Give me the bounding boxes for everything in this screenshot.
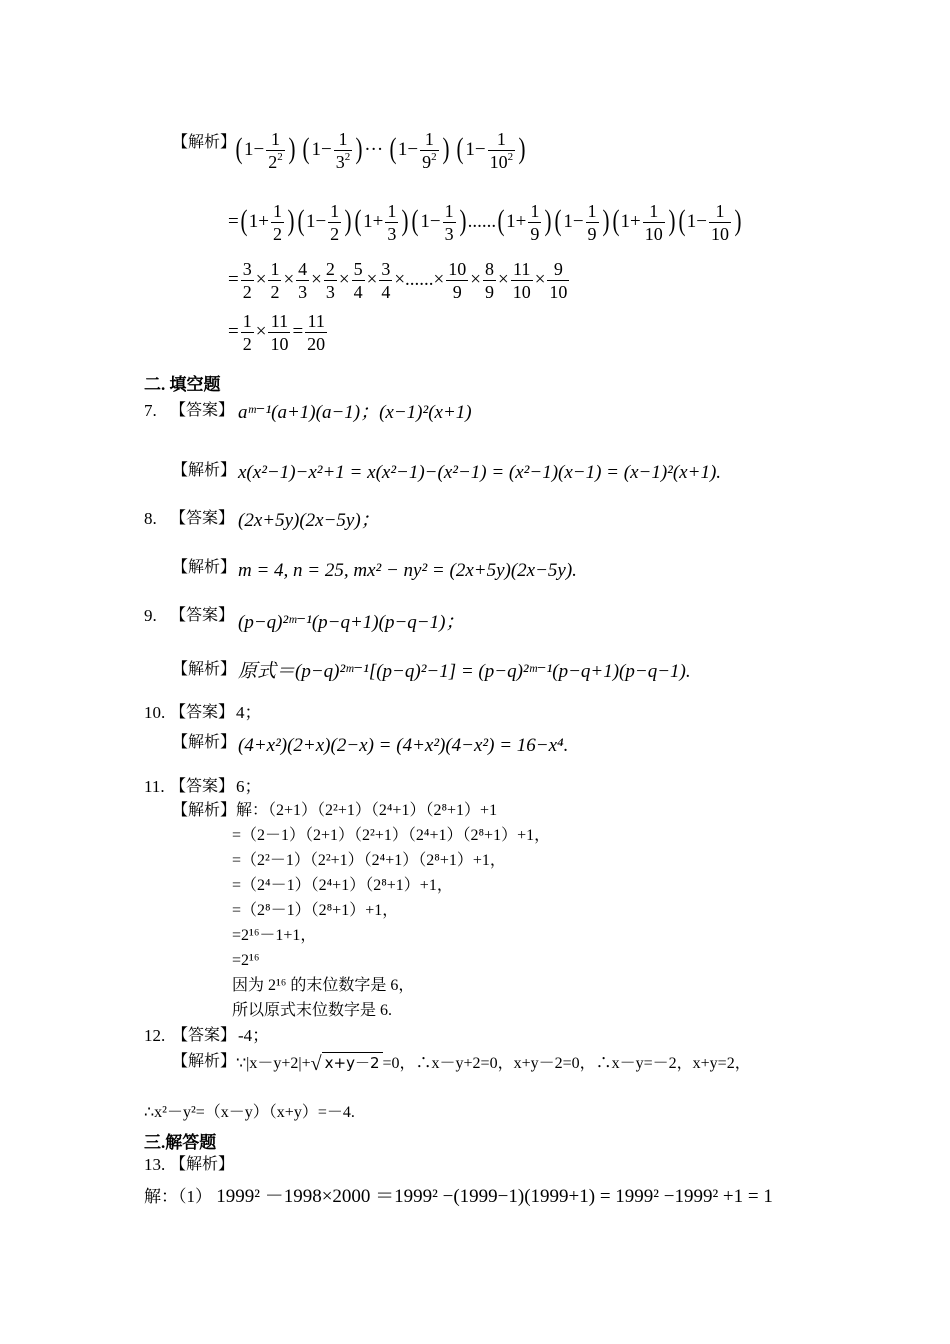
answer-label-q10: 【答案】 xyxy=(170,704,235,721)
q12-number: 12. xyxy=(144,1026,166,1045)
q13-part1-line xyxy=(144,1187,773,1207)
q11-step: =（2⁴－1）（2⁴+1）（2⁸+1）+1， xyxy=(232,877,453,894)
q13-part1-label: （1） xyxy=(178,1187,212,1206)
answer-label-q9: 【答案】 xyxy=(170,607,235,624)
analysis-label-q11: 【解析】 xyxy=(172,802,237,819)
analysis-label-q8: 【解析】 xyxy=(172,559,237,576)
q11-step: 所以原式末位数字是 6. xyxy=(232,1002,393,1019)
analysis-label-q7: 【解析】 xyxy=(172,462,237,479)
answer-label-q7: 【答案】 xyxy=(170,402,235,419)
q13-number: 13. xyxy=(144,1155,166,1174)
q7-analysis: x(x²−1)−x²+1 = x(x²−1)−(x²−1) = (x²−1)(x−1) = (x−1)²(x+1). xyxy=(238,462,722,483)
analysis-label-q12: 【解析】 xyxy=(172,1053,237,1070)
section-solve-title: 三.解答题 xyxy=(144,1133,217,1152)
analysis-label-q6: 【解析】 xyxy=(172,134,237,151)
q9-number: 9. xyxy=(144,606,157,625)
q11-step: 解：（2+1）（2²+1）（2⁴+1）（2⁸+1）+1 xyxy=(236,802,498,819)
q11-answer: 6； xyxy=(236,777,262,796)
q11-step: 因为 2¹⁶ 的末位数字是 6， xyxy=(232,977,415,994)
q6-expression-line2: =(1+ $\frac{1}{2}$ ) (1− $\frac{1}{2}$ ) (1+ $\frac{1}{3}$ ) (1− $\frac{1}{3}$ )......(1+ $\frac{1}{9}$ ) (1− $\frac{1}{9}$ ) (1+ $\frac{1}{10}$ ) (1− $\frac{1}{10}$ ) xyxy=(228,201,742,244)
q6-expression-line4: = $\frac{1}{2}$ × $\frac{11}{10}$ = $\frac{11}{20}$ xyxy=(228,311,326,354)
answer-label-q8: 【答案】 xyxy=(170,510,235,527)
analysis-label-q13: 【解析】 xyxy=(170,1156,235,1173)
q13-solution-label: 解： xyxy=(144,1187,178,1206)
q12-analysis-part-b: =0，∴x－y+2=0，x+y－2=0，∴x－y=－2，x+y=2， xyxy=(382,1055,751,1072)
q11-step: =（2²－1）（2²+1）（2⁴+1）（2⁸+1）+1， xyxy=(232,852,506,869)
answer-label-q11: 【答案】 xyxy=(170,778,235,795)
q12-analysis-line2: ∴x²－y²=（x－y）（x+y）=－4. xyxy=(144,1104,355,1121)
q11-step: =（2⁸－1）（2⁸+1）+1， xyxy=(232,902,399,919)
analysis-label-q10: 【解析】 xyxy=(172,734,237,751)
q8-number: 8. xyxy=(144,509,157,528)
q12-analysis-part-a: ∵|x－y+2|+ xyxy=(236,1055,311,1072)
q11-step: =2¹⁶ xyxy=(232,952,260,969)
q12-analysis-line1: ∵|x－y+2|+√ x+y－2 =0，∴x－y+2=0，x+y－2=0，∴x－y=－2，x+y=2， xyxy=(236,1053,751,1075)
q13-part1-expression: 1999² －1998×2000 ＝1999² −(1999−1)(1999+1) = 1999² −1999² +1 = 1 xyxy=(216,1186,773,1207)
q11-step: =2¹⁶－1+1， xyxy=(232,927,317,944)
q6-expression-line3: = $\frac{3}{2}$ × $\frac{1}{2}$ × $\frac{4}{3}$ × $\frac{2}{3}$ × $\frac{5}{4}$ × $\frac{3}{4}$ ×......× $\frac{10}{9}$ × $\frac{8}{9}$ × $\frac{11}{10}$ × $\frac{9}{10}$ xyxy=(228,259,568,302)
q8-answer: (2x+5y)(2x−5y)； xyxy=(238,510,380,531)
q12-sqrt-term: x+y－2 xyxy=(322,1052,383,1073)
section-fill-in-title: 二. 填空题 xyxy=(144,375,221,394)
q7-number: 7. xyxy=(144,401,157,420)
q12-answer: -4； xyxy=(238,1026,270,1045)
q6-expression-line1: (1− $\frac{1}{2^2}$ ) (1− $\frac{1}{3^2}$ )··· (1− $\frac{1}{9^2}$ ) (1− $\frac{1}{10^2}$ ) xyxy=(235,129,526,172)
q10-answer: 4； xyxy=(236,703,262,722)
q11-step: =（2－1）（2+1）（2²+1）（2⁴+1）（2⁸+1）+1， xyxy=(232,827,551,844)
q9-answer: (p−q)²ᵐ⁻¹(p−q+1)(p−q−1)； xyxy=(238,612,465,633)
q10-analysis: (4+x²)(2+x)(2−x) = (4+x²)(4−x²) = 16−x⁴. xyxy=(238,735,569,756)
q10-number: 10. xyxy=(144,703,166,722)
answer-label-q12: 【答案】 xyxy=(172,1027,237,1044)
q11-number: 11. xyxy=(144,777,165,796)
analysis-label-q9: 【解析】 xyxy=(172,661,237,678)
q9-analysis: 原式＝(p−q)²ᵐ⁻¹[(p−q)²−1] = (p−q)²ᵐ⁻¹(p−q+1)(p−q−1). xyxy=(238,661,691,682)
q8-analysis: m = 4, n = 25, mx² − ny² = (2x+5y)(2x−5y). xyxy=(238,560,577,581)
q7-answer: aᵐ⁻¹(a+1)(a−1)；(x−1)²(x+1) xyxy=(238,402,472,423)
